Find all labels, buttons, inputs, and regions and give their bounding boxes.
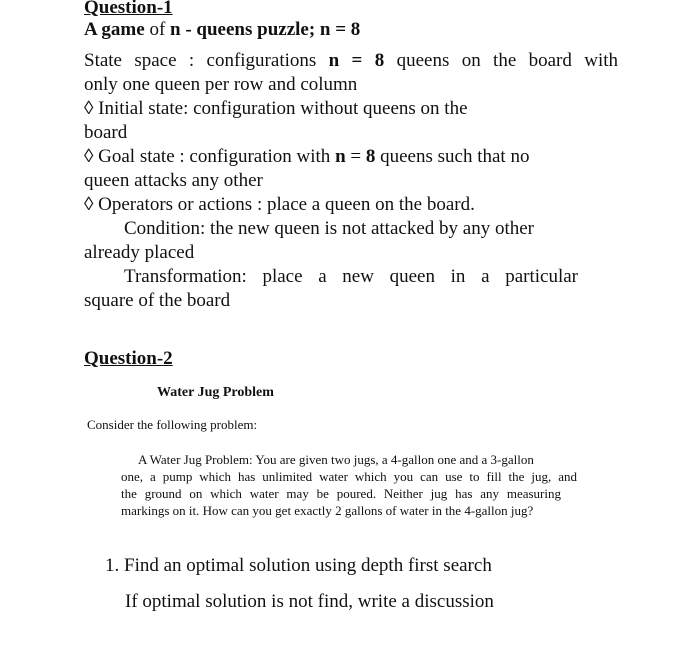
problem-line-2: one, a pump which has unlimited water which you can use to fill the jug, and [121,469,577,484]
question-1-title [84,18,360,42]
operators-line: ◊ Operators or actions : place a queen on the board. [84,194,475,215]
transformation-line-1: Transformation: place a new queen in a particular [124,266,578,287]
goal-n: n [335,146,346,167]
initial-state-line-2: board [84,122,128,143]
condition-line-1: Condition: the new queen is not attacked by any other [124,218,534,239]
problem-line-3: the ground on which water may be poured. Neither jug has any measuring [121,486,561,501]
state-space-a: State space : configurations [84,50,329,71]
state-space-line-2: only one queen per row and column [84,74,358,95]
state-space-line-1 [84,49,618,73]
problem-line-4: markings on it. How can you get exactly 2 gallons of water in the 4-gallon jug? [121,503,534,518]
goal-b: queens such that no [375,146,530,167]
problem-line-1: A Water Jug Problem: You are given two jugs, a 4-gallon one and a 3-gallon [138,452,534,467]
question-2-heading: Question-2 [84,348,173,369]
transformation-line-2: square of the board [84,290,231,311]
goal-a: ◊ Goal state : configuration with [84,146,336,167]
title-of: of [144,19,171,40]
task-item-1: 1. Find an optimal solution using depth first search [105,555,492,576]
problem-intro: Consider the following problem: [87,417,258,432]
state-space-b: queens on the board with [384,50,618,71]
goal-state-line-2: queen attacks any other [84,170,263,191]
question-1-heading: Question-1 [84,0,173,18]
goal-state-line-1 [84,145,529,169]
title-main: n - queens puzzle; n = 8 [170,19,361,40]
title-pre: A game [84,19,145,40]
goal-eq: = [345,146,366,167]
initial-state-line-1: ◊ Initial state: configuration without queens on the [84,98,468,119]
state-space-n: n = 8 [328,50,385,71]
condition-line-2: already placed [84,242,195,263]
task-note: If optimal solution is not find, write a discussion [125,591,494,612]
water-jug-title: Water Jug Problem [157,385,274,400]
goal-8: 8 [365,146,376,167]
